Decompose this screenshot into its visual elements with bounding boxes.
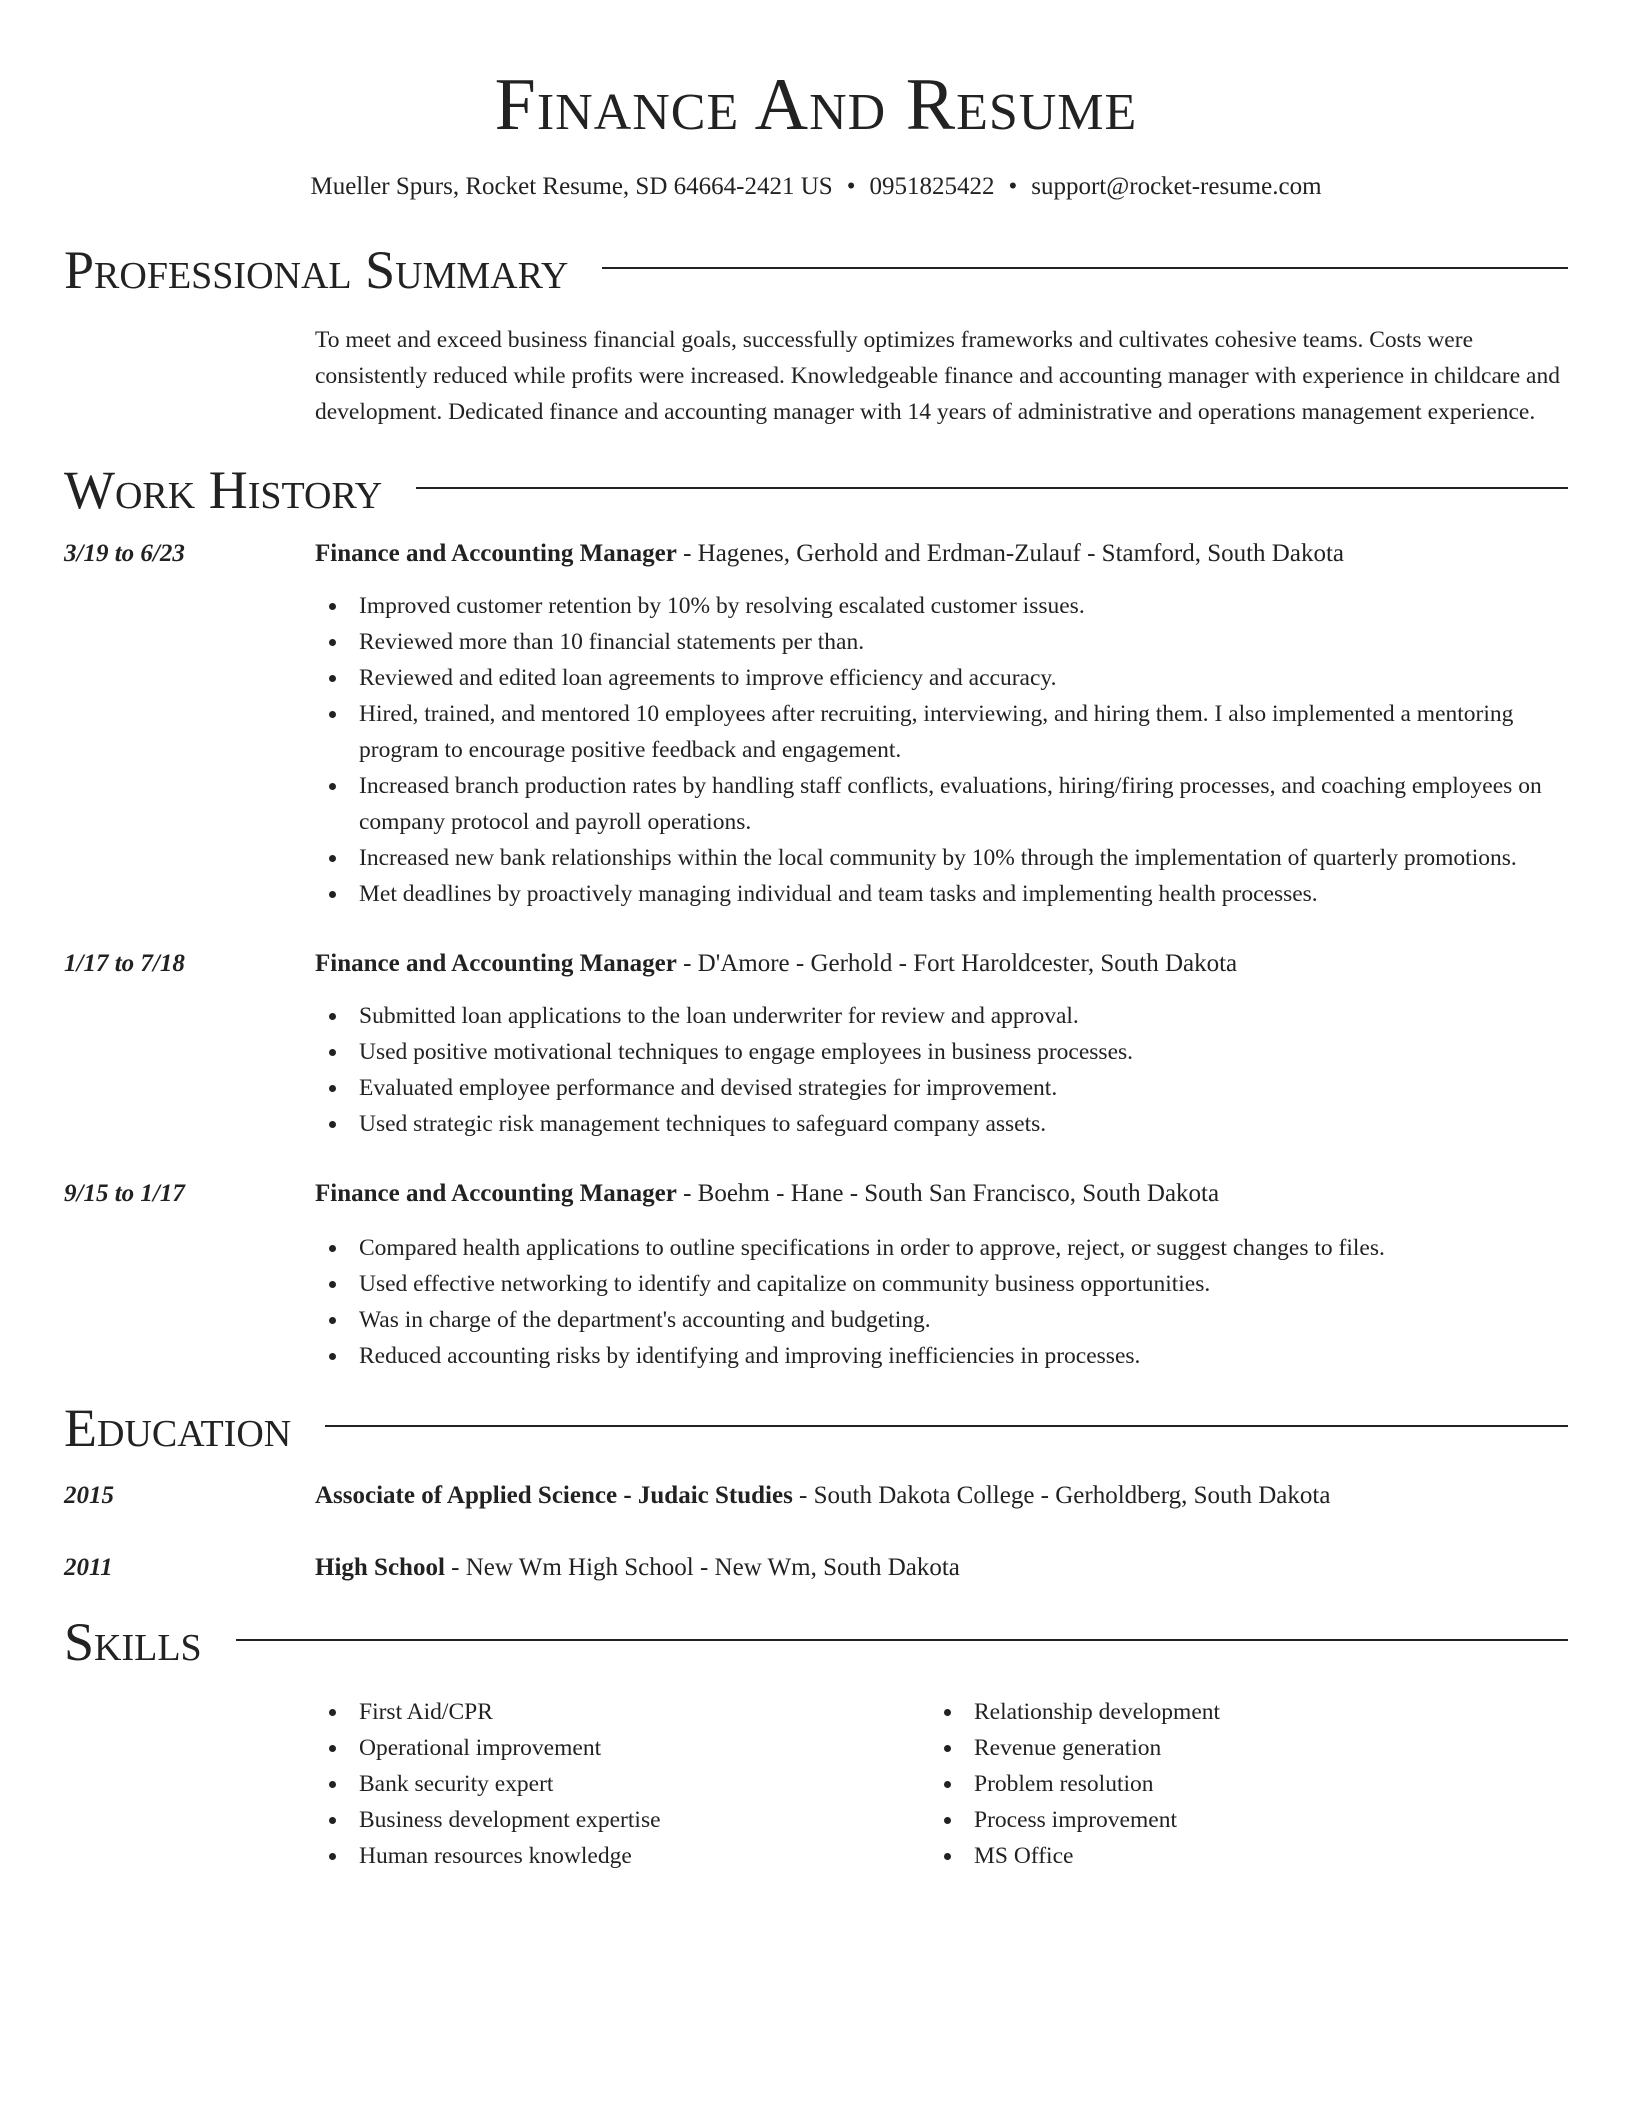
job-dates: 1/17 to 7/18 <box>64 950 185 977</box>
contact-separator: • <box>846 173 856 200</box>
education-year: 2015 <box>64 1482 114 1509</box>
work-history-section <box>64 458 1568 1374</box>
skill-item: MS Office <box>930 1838 1545 1874</box>
job-title-line <box>315 946 1568 982</box>
job-bullet: Increased branch production rates by handling staff conflicts, evaluations, hiring/firing processes, and coaching employees on company protocol and payroll operations. <box>315 768 1568 840</box>
skill-item: Process improvement <box>930 1802 1545 1838</box>
skills-heading: Skills <box>64 1612 202 1672</box>
summary-text: To meet and exceed business financial goals, successfully optimizes frameworks and cultivates cohesive teams. Costs were consistently reduced while profits were increased. Knowledgeable finance and accounting manager with experience in childcare and development. Dedicated finance and accounting manager with 14 years of administrative and operations management experience. <box>315 327 1560 425</box>
education-year: 2011 <box>64 1554 113 1581</box>
education-degree: High School <box>315 1554 445 1581</box>
education-heading: Education <box>64 1398 292 1458</box>
section-divider <box>602 267 1568 269</box>
education-degree: Associate of Applied Science - Judaic Studies <box>315 1482 793 1509</box>
job-body <box>315 1176 1568 1374</box>
job-bullet: Hired, trained, and mentored 10 employees after recruiting, interviewing, and hiring them. I also implemented a mentoring program to encourage positive feedback and engagement. <box>315 696 1568 768</box>
contact-phone: 0951825422 <box>869 173 995 200</box>
job-title-line <box>315 536 1568 572</box>
skills-section-header <box>64 1610 1568 1674</box>
education-body <box>315 1550 1568 1586</box>
job-bullet: Used strategic risk management techniques to safeguard company assets. <box>315 1106 1568 1142</box>
job-bullets <box>315 588 1568 912</box>
job-bullet: Reviewed more than 10 financial statements per than. <box>315 624 1568 660</box>
job-bullet: Evaluated employee performance and devised strategies for improvement. <box>315 1070 1568 1106</box>
job-bullet: Used effective networking to identify and capitalize on community business opportunities. <box>315 1266 1568 1302</box>
education-school: - South Dakota College - Gerholdberg, South Dakota <box>792 1482 1331 1509</box>
job-bullet: Reduced accounting risks by identifying and improving inefficiencies in processes. <box>315 1338 1568 1374</box>
job-title: Finance and Accounting Manager <box>315 540 677 567</box>
job-body <box>315 946 1568 1142</box>
job-bullets <box>315 1230 1568 1374</box>
job-bullet: Increased new bank relationships within the local community by 10% through the implementation of quarterly promotions. <box>315 840 1568 876</box>
job-title: Finance and Accounting Manager <box>315 1180 677 1207</box>
contact-address: Mueller Spurs, Rocket Resume, SD 64664-2421 US <box>310 173 833 200</box>
job-employer: - D'Amore - Gerhold - Fort Haroldcester, South Dakota <box>676 950 1238 977</box>
education-title-line <box>315 1478 1568 1514</box>
skill-item: Bank security expert <box>315 1766 930 1802</box>
job-bullet: Met deadlines by proactively managing individual and team tasks and implementing health processes. <box>315 876 1568 912</box>
skill-item: Revenue generation <box>930 1730 1545 1766</box>
education-section-header <box>64 1396 1568 1460</box>
job-entry <box>64 536 1568 912</box>
section-divider <box>416 487 1568 489</box>
job-title: Finance and Accounting Manager <box>315 950 677 977</box>
job-bullet: Reviewed and edited loan agreements to improve efficiency and accuracy. <box>315 660 1568 696</box>
section-divider <box>325 1425 1568 1427</box>
job-bullet: Used positive motivational techniques to engage employees in business processes. <box>315 1034 1568 1070</box>
skills-column-right <box>930 1694 1545 1874</box>
skill-item: Business development expertise <box>315 1802 930 1838</box>
education-entry <box>64 1550 1568 1586</box>
job-bullets <box>315 998 1568 1142</box>
work-history-heading: Work History <box>64 460 383 520</box>
summary-heading: Professional Summary <box>64 240 569 300</box>
skills-column-left <box>315 1694 930 1874</box>
summary-section <box>64 238 1568 430</box>
skill-item: Problem resolution <box>930 1766 1545 1802</box>
resume-name: Finance And Resume <box>494 64 1138 146</box>
skills-section <box>64 1610 1568 1874</box>
education-section <box>64 1396 1568 1586</box>
skill-item: Human resources knowledge <box>315 1838 930 1874</box>
contact-line <box>64 170 1568 204</box>
skill-item: Operational improvement <box>315 1730 930 1766</box>
job-body <box>315 536 1568 912</box>
contact-email: support@rocket-resume.com <box>1031 173 1322 200</box>
job-employer: - Boehm - Hane - South San Francisco, South Dakota <box>676 1180 1220 1207</box>
education-title-line <box>315 1550 1568 1586</box>
job-bullet: Improved customer retention by 10% by resolving escalated customer issues. <box>315 588 1568 624</box>
skills-grid <box>315 1694 1568 1874</box>
job-bullet: Compared health applications to outline specifications in order to approve, reject, or suggest changes to files. <box>315 1230 1568 1266</box>
job-entry <box>64 946 1568 1142</box>
summary-section-header <box>64 238 1568 302</box>
education-body <box>315 1478 1568 1514</box>
education-entry <box>64 1478 1568 1514</box>
skill-item: First Aid/CPR <box>315 1694 930 1730</box>
job-employer: - Hagenes, Gerhold and Erdman-Zulauf - Stamford, South Dakota <box>676 540 1345 567</box>
contact-separator: • <box>1008 173 1018 200</box>
job-entry <box>64 1176 1568 1374</box>
section-divider <box>236 1639 1568 1641</box>
job-dates: 3/19 to 6/23 <box>64 540 185 567</box>
job-dates: 9/15 to 1/17 <box>64 1180 185 1207</box>
job-bullet: Submitted loan applications to the loan underwriter for review and approval. <box>315 998 1568 1034</box>
job-bullet: Was in charge of the department's accounting and budgeting. <box>315 1302 1568 1338</box>
job-title-line <box>315 1176 1568 1212</box>
education-school: - New Wm High School - New Wm, South Dakota <box>444 1554 960 1581</box>
work-history-section-header <box>64 458 1568 522</box>
skill-item: Relationship development <box>930 1694 1545 1730</box>
